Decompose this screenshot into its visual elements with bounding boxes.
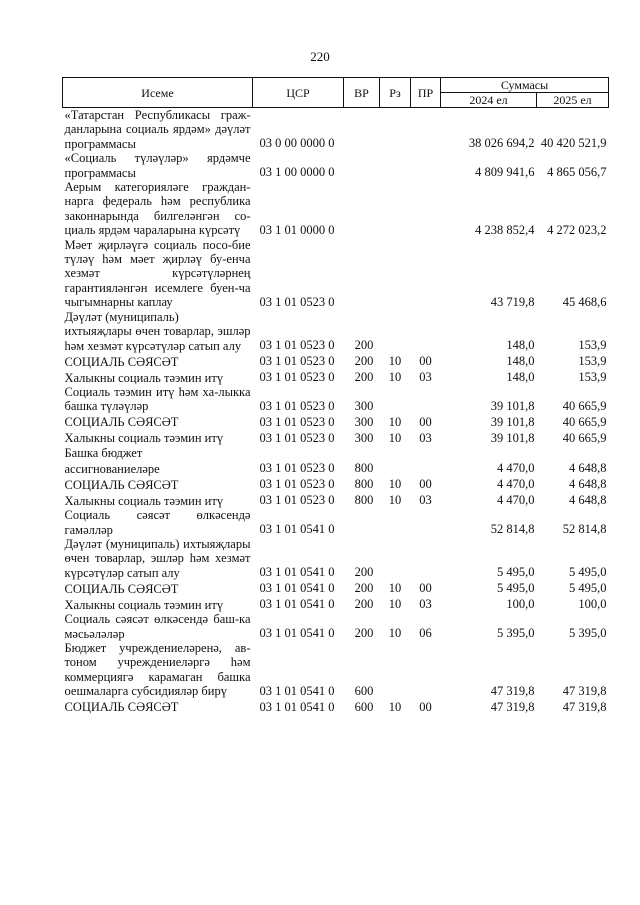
row-csr: 03 1 01 0541 0	[259, 625, 335, 640]
table-row	[63, 238, 609, 310]
header-vr: ВР	[344, 78, 380, 108]
row-sum-2024: 38 026 694,2	[468, 136, 535, 151]
row-pr: 00	[419, 353, 432, 368]
row-sum-2025: 5 395,0	[569, 625, 607, 640]
row-pr	[411, 460, 441, 476]
row-csr: 03 1 01 0541 0	[259, 581, 335, 596]
row-name: Халыкны социаль тәэмин итү	[64, 493, 224, 508]
row-rz	[380, 324, 411, 353]
row-vr	[344, 446, 380, 460]
row-rz	[380, 180, 411, 238]
header-year-2024: 2024 ел	[441, 93, 537, 108]
row-vr: 300	[354, 430, 374, 445]
table-row	[63, 430, 609, 446]
table-row	[63, 492, 609, 508]
page-number: 220	[310, 49, 330, 64]
row-sum-2024: 4 470,0	[497, 493, 535, 508]
row-sum-2025	[537, 310, 609, 324]
row-sum-2024: 43 719,8	[490, 294, 535, 309]
row-csr: 03 1 01 0523 0	[259, 477, 335, 492]
row-csr: 03 1 01 0541 0	[259, 597, 335, 612]
row-name: СОЦИАЛЬ СӘЯСӘТ	[64, 415, 179, 430]
row-pr: 00	[419, 477, 432, 492]
row-sum-2025: 4 648,8	[569, 477, 607, 492]
row-pr	[411, 310, 441, 324]
row-rz: 10	[388, 477, 402, 492]
row-csr: 03 1 01 0523 0	[259, 353, 335, 368]
row-sum-2025: 5 495,0	[569, 565, 607, 580]
row-sum-2025: 45 468,6	[562, 294, 607, 309]
row-sum-2024: 148,0	[506, 337, 535, 352]
row-csr: 03 1 01 0523 0	[259, 294, 335, 309]
row-vr: 800	[354, 461, 374, 476]
row-sum-2024: 148,0	[506, 353, 535, 368]
row-name: Дәүләт (муниципаль)	[64, 309, 179, 324]
table-row	[63, 353, 609, 369]
row-vr: 200	[354, 353, 374, 368]
row-sum-2024: 4 809 941,6	[475, 165, 535, 180]
row-sum-2024: 47 319,8	[490, 699, 535, 714]
row-sum-2025: 40 420 521,9	[540, 136, 607, 151]
row-pr	[411, 641, 441, 699]
row-sum-2025: 40 665,9	[562, 398, 607, 413]
row-sum-2025: 4 272 023,2	[547, 222, 607, 237]
row-sum-2025: 40 665,9	[562, 430, 607, 445]
row-rz	[380, 108, 411, 152]
header-name: Исеме	[63, 78, 253, 108]
row-vr	[344, 310, 380, 324]
row-rz	[380, 460, 411, 476]
row-sum-2025: 153,9	[578, 353, 607, 368]
row-vr: 600	[354, 699, 374, 714]
header-pr: ПР	[411, 78, 441, 108]
row-sum-2024: 5 495,0	[497, 565, 535, 580]
row-rz	[380, 508, 411, 537]
row-name: СОЦИАЛЬ СӘЯСӘТ	[64, 477, 179, 492]
row-pr	[411, 446, 441, 460]
row-vr	[344, 508, 380, 537]
row-name: «Социаль түләүләр» ярдәмче программасы	[64, 151, 251, 180]
row-vr: 200	[354, 565, 374, 580]
row-name: СОЦИАЛЬ СӘЯСӘТ	[64, 581, 179, 596]
row-sum-2025: 4 648,8	[569, 461, 607, 476]
row-sum-2024: 39 101,8	[490, 430, 535, 445]
row-sum-2024: 5 395,0	[497, 625, 535, 640]
table-row	[63, 180, 609, 238]
row-sum-2025: 4 648,8	[569, 493, 607, 508]
row-pr	[411, 180, 441, 238]
table-row	[63, 414, 609, 430]
row-csr: 03 1 01 0523 0	[259, 430, 335, 445]
row-rz	[380, 537, 411, 580]
row-vr: 200	[354, 597, 374, 612]
row-name: Дәүләт (муниципаль) ихтыяҗлары өчен товарлар, эшләр һәм хезмәт күрсәтүләр сатып алу	[64, 536, 251, 580]
row-name: СОЦИАЛЬ СӘЯСӘТ	[64, 700, 179, 715]
row-csr: 03 1 01 0523 0	[259, 493, 335, 508]
row-vr	[344, 180, 380, 238]
row-rz	[380, 238, 411, 310]
row-sum-2025	[537, 446, 609, 460]
table-row	[63, 580, 609, 596]
row-sum-2024: 4 238 852,4	[475, 222, 535, 237]
row-name: Бюджет учреждениеләренә, ав-тоном учреждениеләргә һәм коммерциягә карамаган башка оешмаларга субсидияләр бирү	[64, 640, 251, 699]
row-name: Башка бюджет	[64, 445, 143, 460]
row-vr: 300	[354, 414, 374, 429]
row-sum-2025: 40 665,9	[562, 414, 607, 429]
table-row	[63, 151, 609, 180]
row-name: Социаль сәясәт өлкәсендә гамәлләр	[64, 508, 251, 537]
row-sum-2025: 5 495,0	[569, 581, 607, 596]
row-vr: 800	[354, 477, 374, 492]
table-row	[63, 476, 609, 492]
table-row	[63, 641, 609, 699]
row-name: Халыкны социаль тәэмин итү	[64, 597, 224, 612]
row-rz	[380, 641, 411, 699]
row-rz: 10	[388, 625, 402, 640]
header-rz: Рз	[380, 78, 411, 108]
table-row	[63, 108, 609, 152]
row-name: Социаль сәясәт өлкәсендә баш-ка мәсьәләләр	[64, 612, 251, 641]
row-pr	[411, 385, 441, 414]
row-sum-2024: 4 470,0	[497, 477, 535, 492]
row-rz: 10	[388, 493, 402, 508]
row-csr: 03 1 01 0523 0	[259, 398, 335, 413]
table-row	[63, 699, 609, 715]
table-row	[63, 460, 609, 476]
row-pr: 00	[419, 699, 432, 714]
row-pr	[411, 238, 441, 310]
row-vr: 200	[354, 369, 374, 384]
table-row	[63, 508, 609, 537]
row-name: Халыкны социаль тәэмин итү	[64, 431, 224, 446]
row-rz: 10	[388, 414, 402, 429]
table-row	[63, 446, 609, 460]
row-rz: 10	[388, 353, 402, 368]
row-sum-2025: 47 319,8	[562, 683, 607, 698]
header-sums: Суммасы	[441, 78, 609, 93]
row-vr: 200	[354, 581, 374, 596]
row-rz: 10	[388, 369, 402, 384]
budget-table	[62, 77, 609, 715]
row-sum-2025: 52 814,8	[562, 521, 607, 536]
row-csr: 03 1 01 0000 0	[259, 222, 335, 237]
row-name: Халыкны социаль тәэмин итү	[64, 370, 224, 385]
row-sum-2024: 5 495,0	[497, 581, 535, 596]
table-row	[63, 385, 609, 414]
row-name: Социаль тәэмин итү һәм ха-лыкка башка түләүләр	[64, 384, 251, 414]
row-name: ихтыяҗлары өчен товарлар, эшләр һәм хезмәт күрсәтүләр сатып алу	[64, 324, 251, 353]
row-csr: 03 1 01 0523 0	[259, 337, 335, 352]
row-rz	[380, 446, 411, 460]
table-row	[63, 612, 609, 641]
row-sum-2024: 100,0	[506, 597, 535, 612]
row-sum-2024: 39 101,8	[490, 398, 535, 413]
table-header	[63, 78, 609, 108]
row-pr: 06	[419, 625, 432, 640]
row-sum-2024: 47 319,8	[490, 683, 535, 698]
row-pr	[411, 508, 441, 537]
row-sum-2025: 100,0	[578, 597, 607, 612]
row-sum-2024: 52 814,8	[490, 521, 535, 536]
row-pr: 03	[419, 493, 432, 508]
row-csr: 03 1 00 0000 0	[259, 165, 335, 180]
row-rz: 10	[388, 699, 402, 714]
row-name: «Татарстан Республикасы граж-данларына социаль ярдәм» дәүләт программасы	[64, 108, 251, 151]
row-pr	[411, 537, 441, 580]
table-row	[63, 310, 609, 324]
row-pr: 00	[419, 581, 432, 596]
row-vr: 200	[354, 625, 374, 640]
row-sum-2025: 153,9	[578, 369, 607, 384]
row-csr: 03 1 01 0541 0	[259, 565, 335, 580]
row-sum-2025: 47 319,8	[562, 699, 607, 714]
header-csr: ЦСР	[253, 78, 344, 108]
row-csr	[253, 310, 344, 324]
row-pr: 03	[419, 430, 432, 445]
row-csr: 03 1 01 0523 0	[259, 369, 335, 384]
row-pr	[411, 108, 441, 152]
table-body	[63, 108, 609, 715]
table-row	[63, 369, 609, 385]
row-vr	[344, 238, 380, 310]
row-pr: 00	[419, 414, 432, 429]
row-csr: 03 0 00 0000 0	[259, 136, 335, 151]
row-rz: 10	[388, 430, 402, 445]
row-csr	[253, 446, 344, 460]
row-rz	[380, 151, 411, 180]
row-pr	[411, 151, 441, 180]
row-pr: 03	[419, 597, 432, 612]
row-rz	[380, 385, 411, 414]
table-row	[63, 596, 609, 612]
table-row	[63, 324, 609, 353]
row-pr	[411, 324, 441, 353]
row-sum-2024: 4 470,0	[497, 461, 535, 476]
row-vr	[344, 108, 380, 152]
row-sum-2024: 148,0	[506, 369, 535, 384]
row-vr	[344, 151, 380, 180]
row-sum-2025: 4 865 056,7	[547, 165, 607, 180]
row-vr: 200	[354, 337, 374, 352]
row-csr: 03 1 01 0541 0	[259, 521, 335, 536]
row-vr: 600	[354, 683, 374, 698]
row-sum-2025: 153,9	[578, 337, 607, 352]
row-sum-2024	[441, 310, 537, 324]
row-csr: 03 1 01 0523 0	[259, 461, 335, 476]
row-sum-2024	[441, 446, 537, 460]
header-year-2025: 2025 ел	[537, 93, 609, 108]
table-row	[63, 537, 609, 580]
row-rz	[380, 310, 411, 324]
row-csr: 03 1 01 0523 0	[259, 414, 335, 429]
row-vr: 300	[354, 398, 374, 413]
row-csr: 03 1 01 0541 0	[259, 683, 335, 698]
row-sum-2024: 39 101,8	[490, 414, 535, 429]
row-name: СОЦИАЛЬ СӘЯСӘТ	[64, 354, 179, 369]
row-vr: 800	[354, 493, 374, 508]
row-csr: 03 1 01 0541 0	[259, 699, 335, 714]
row-rz: 10	[388, 597, 402, 612]
row-name: Аерым категорияләге граждан-нарга федераль һәм республика законнарында билгеләнгән со-циаль ярдәм чараларына күрсәтү	[64, 180, 251, 238]
row-name: ассигнованиеләре	[64, 461, 160, 476]
row-name: Мәет җирләүгә социаль посо-бие түләү һәм мәет җирләү бу-енча хезмәт күрсәтүләрнең гарантияләнгән исемлеге буен-ча чыгымнарны каплау	[64, 237, 251, 310]
row-rz: 10	[388, 581, 402, 596]
row-pr: 03	[419, 369, 432, 384]
